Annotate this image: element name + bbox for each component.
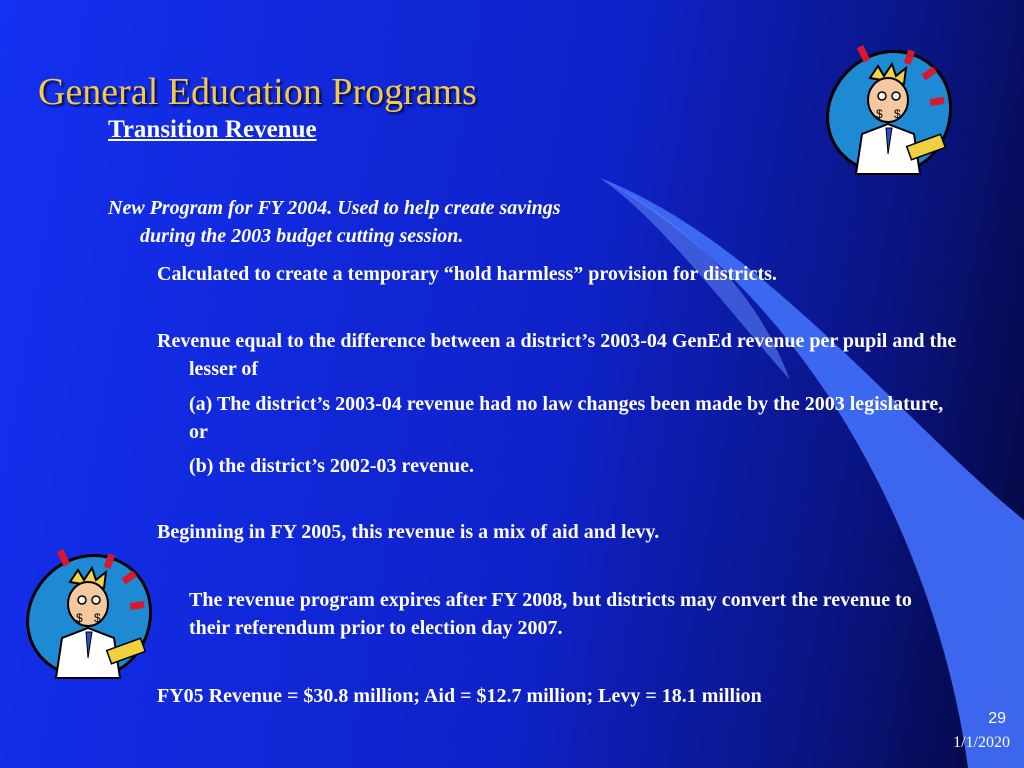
intro-line-1: New Program for FY 2004. Used to help create savings (108, 197, 561, 219)
svg-text:$: $ (76, 611, 83, 625)
bullet-3: Beginning in FY 2005, this revenue is a mix of aid and levy. (157, 521, 660, 543)
bullet-1: Calculated to create a temporary “hold harmless” provision for districts. (157, 263, 777, 285)
bullet-2: Revenue equal to the difference between a district’s 2003-04 GenEd revenue per pupil and the lesser of (157, 330, 957, 380)
sub-bullet-b: (b) the district’s 2002-03 revenue. (189, 455, 474, 477)
sub-bullet-a: (a) The district’s 2003-04 revenue had no law changes been made by the 2003 legislature, or (189, 393, 944, 443)
slide-number: 29 (988, 710, 1006, 727)
bullet-4: The revenue program expires after FY 2008, but districts may convert the revenue to their referendum prior to election day 2007. (189, 589, 912, 639)
svg-text:$: $ (894, 107, 901, 121)
bullet-5: FY05 Revenue = $30.8 million; Aid = $12.7 million; Levy = 18.1 million (157, 685, 762, 707)
section-subtitle: Transition Revenue (108, 116, 317, 143)
intro-line-2: during the 2003 budget cutting session. (140, 225, 464, 247)
page-title: General Education Programs (38, 71, 477, 113)
stressed-man-with-money-icon (22, 548, 156, 682)
svg-text:$: $ (94, 611, 101, 625)
stressed-man-with-money-icon (822, 44, 956, 178)
slide-date: 1/1/2020 (953, 734, 1010, 751)
svg-text:$: $ (876, 107, 883, 121)
intro-text (108, 194, 728, 250)
